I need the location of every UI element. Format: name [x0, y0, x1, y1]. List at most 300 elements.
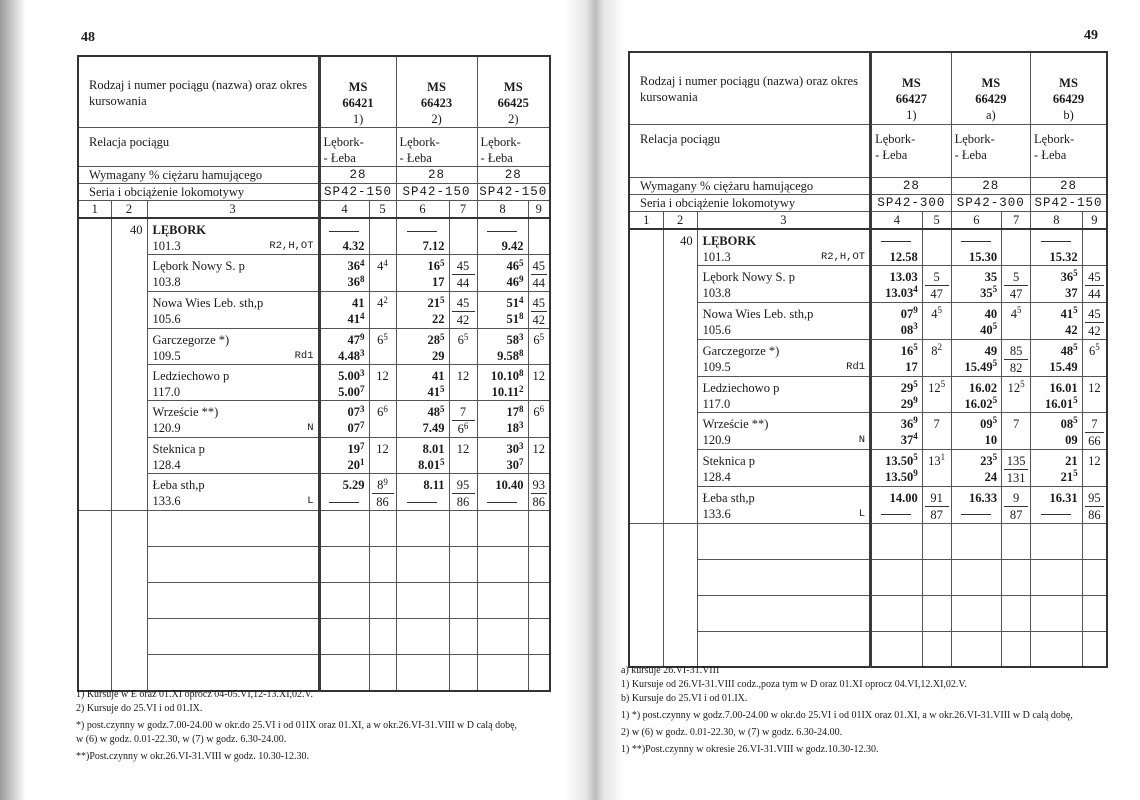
time-cell	[396, 365, 449, 401]
train-label: Rodzaj i numer pociągu (nazwa) oraz okres kursowania	[629, 52, 871, 124]
speed-cell	[528, 365, 550, 401]
superscript-seconds: 5	[992, 452, 998, 463]
speed-value	[923, 233, 951, 249]
station-code: L	[307, 495, 314, 507]
speed-cell	[1082, 412, 1107, 449]
speed-value: 7	[452, 404, 475, 421]
superscript-seconds: 5	[440, 403, 445, 414]
speed-cell	[369, 255, 396, 292]
relation-from: Lębork-	[1034, 131, 1075, 146]
time-cell	[871, 302, 923, 339]
footnote: a) kursuje 26.VI-31.VIII	[621, 665, 720, 676]
station-km: 133.6	[702, 506, 731, 521]
train-type: MS	[348, 80, 368, 94]
departure-time: 9.42	[501, 239, 524, 253]
superscript-seconds: 5	[992, 321, 998, 332]
speed-value-lower	[529, 420, 550, 436]
time-cell	[1031, 412, 1083, 449]
empty-cell	[1031, 559, 1083, 595]
speed-cell	[369, 474, 396, 511]
arrival-time: $16^5$	[900, 342, 918, 358]
speed-value-lower	[1083, 359, 1106, 375]
column-number: 3	[147, 201, 319, 219]
speed-value-lower	[923, 322, 951, 338]
speed-cell	[922, 302, 951, 339]
station-cell	[147, 329, 319, 365]
departure-time: 17	[905, 359, 918, 374]
speed-value-lower: 44	[456, 276, 470, 290]
speed-value	[1083, 233, 1106, 249]
station-row	[78, 329, 550, 365]
superscript-seconds: 5	[1073, 415, 1078, 426]
station-km: 117.0	[702, 396, 731, 411]
departure-time: 10.11$^2$	[491, 383, 524, 399]
empty-cell	[147, 547, 319, 583]
speed-cell	[1082, 265, 1107, 302]
empty-row	[629, 523, 1107, 559]
train-header-row	[629, 52, 1107, 124]
empty-cell	[369, 547, 396, 583]
speed-value-lower: 87	[930, 507, 943, 522]
speed-value: $6^5$	[457, 331, 469, 347]
loco-value: SP42-150	[1031, 194, 1107, 211]
station-km: 117.0	[152, 385, 181, 399]
speed-value-lower	[923, 359, 951, 375]
footnote: 2) w (6) w godz. 0.01-22.30, w (7) w godz. 6.30-24.00.	[621, 727, 843, 738]
speed-value: $6^5$	[377, 331, 388, 347]
superscript-seconds: 6	[539, 403, 545, 414]
speed-cell	[1082, 229, 1107, 266]
speed-value-lower	[450, 384, 477, 400]
superscript-seconds: 5	[1073, 468, 1078, 479]
superscript-seconds: 3	[913, 321, 918, 332]
station-name: Nowa Wies Leb. sth,p	[702, 306, 814, 321]
speed-value-lower	[370, 311, 396, 327]
station-name: Ledziechowo p	[702, 380, 780, 395]
speed-value-lower: 42	[1088, 323, 1101, 338]
speed-value-lower	[529, 384, 550, 400]
speed-cell	[1002, 449, 1031, 486]
station-row	[78, 474, 550, 511]
speed-value-lower	[370, 384, 396, 400]
speed-value: 9	[1004, 490, 1028, 507]
station-km: 109.5	[702, 359, 731, 374]
superscript-seconds: 5	[519, 257, 524, 268]
speed-cell	[369, 438, 396, 474]
relation-to: - Łeba	[1034, 147, 1067, 162]
superscript-seconds: 5	[913, 452, 918, 463]
superscript-seconds: 4	[519, 294, 524, 305]
station-cell	[147, 255, 319, 292]
relation-to: - Łeba	[399, 151, 432, 165]
loco-value: SP42-300	[871, 194, 952, 211]
empty-row	[629, 595, 1107, 631]
column-number: 7	[1002, 211, 1031, 229]
time-cell	[319, 255, 369, 292]
speed-value-lower: 44	[532, 276, 546, 290]
time-cell	[477, 329, 528, 365]
superscript-seconds: 9	[913, 305, 918, 316]
speed-cell	[449, 474, 477, 511]
station-cell	[147, 438, 319, 474]
timetable	[77, 55, 551, 692]
timetable	[628, 51, 1108, 668]
station-name: LĘBORK	[702, 233, 757, 248]
station-row	[78, 255, 550, 292]
departure-time: $40^5$	[980, 321, 998, 337]
speed-value-lower	[529, 348, 550, 364]
speed-value: $4^4$	[377, 257, 388, 273]
train-number: 66429	[975, 92, 1007, 106]
speed-value-lower	[529, 457, 550, 473]
arrival-time: $30^3$	[506, 440, 524, 456]
superscript-seconds: 8	[519, 403, 524, 414]
station-row	[629, 302, 1107, 339]
station-km-row	[153, 384, 314, 400]
superscript-seconds: 6	[463, 420, 469, 431]
footnote: **)Post.czynny w okr.26.VI-31.VIII w godz. 10.30-12.30.	[76, 751, 310, 762]
station-code: Rd1	[294, 350, 314, 362]
empty-row	[78, 511, 550, 547]
page-number: 48	[81, 30, 95, 45]
departure-time: $21^5$	[1060, 468, 1078, 484]
column-number: 2	[111, 201, 147, 219]
station-cell	[147, 474, 319, 511]
station-name: Wrzeście **)	[152, 405, 219, 419]
arrival-time	[1034, 233, 1078, 249]
relation-from: Lębork-	[399, 135, 440, 149]
speed-value: 45	[1085, 269, 1104, 286]
arrival-time: $23^5$	[980, 452, 998, 468]
train-header-0	[871, 52, 952, 124]
speed-value-lower: 86	[456, 495, 470, 509]
superscript-seconds: 7	[519, 456, 524, 467]
relation-to: - Łeba	[480, 151, 513, 165]
speed-value-lower: 86	[1088, 507, 1101, 522]
empty-cell	[477, 655, 528, 691]
station-km-row	[153, 311, 314, 327]
departure-time: 42	[1065, 322, 1078, 337]
arrival-time: $41^5$	[1060, 305, 1078, 321]
station-km: 133.6	[152, 494, 181, 508]
time-cell	[319, 438, 369, 474]
departure-time	[324, 493, 365, 509]
station-km: 128.4	[702, 469, 731, 484]
speed-value-lower	[1083, 396, 1106, 412]
time-cell	[871, 339, 923, 376]
train-relation	[396, 128, 477, 167]
time-cell	[951, 449, 1002, 486]
station-name: Łeba sth,p	[152, 478, 205, 492]
time-cell	[477, 292, 528, 329]
relation-to: - Łeba	[954, 147, 987, 162]
speed-value-lower: 66	[1088, 433, 1101, 448]
speed-cell	[449, 255, 477, 292]
empty-row	[78, 547, 550, 583]
speed-value: $6^6$	[533, 403, 545, 419]
speed-cell	[528, 329, 550, 365]
time-cell	[319, 218, 369, 255]
station-row	[629, 229, 1107, 266]
arrival-time: $17^8$	[506, 403, 524, 419]
column-number: 7	[449, 201, 477, 219]
brake-row	[78, 167, 550, 184]
superscript-seconds: 4	[913, 431, 918, 442]
column-number-row	[78, 201, 550, 219]
column-number: 1	[629, 211, 663, 229]
superscript-seconds: 5	[992, 358, 998, 369]
station-name: Wrzeście **)	[702, 416, 769, 431]
relation-from: Lębork-	[954, 131, 995, 146]
empty-cell	[922, 523, 951, 559]
time-cell	[477, 438, 528, 474]
train-note: 2)	[508, 112, 519, 126]
empty-cell	[477, 547, 528, 583]
speed-cell	[1082, 449, 1107, 486]
station-cell	[147, 218, 319, 255]
superscript-seconds: 5	[1016, 305, 1022, 316]
empty-cell	[528, 619, 550, 655]
empty-cell	[922, 559, 951, 595]
column-number: 6	[951, 211, 1002, 229]
time-cell	[951, 302, 1002, 339]
speed-cell	[1082, 376, 1107, 412]
brake-value: 28	[871, 177, 952, 194]
empty-cell	[477, 619, 528, 655]
time-cell	[951, 412, 1002, 449]
speed-value-lower	[1083, 249, 1106, 265]
speed-value-lower	[923, 469, 951, 485]
speed-value-lower	[450, 238, 477, 254]
departure-time: 5.00$^7$	[338, 383, 365, 399]
station-row	[78, 438, 550, 474]
speed-value	[370, 222, 396, 238]
arrival-time: 49	[984, 343, 998, 358]
train-relation	[477, 128, 550, 167]
train-type: MS	[981, 76, 1001, 90]
empty-cell	[369, 655, 396, 691]
arrival-time: 41	[432, 369, 445, 383]
time-cell	[477, 365, 528, 401]
speed-value: $4^5$	[1010, 305, 1022, 321]
relation-from: Lębork-	[323, 135, 364, 149]
departure-time: $30^7$	[506, 456, 524, 472]
empty-cell	[697, 559, 870, 595]
station-cell	[697, 302, 870, 339]
column-number: 1	[78, 201, 111, 219]
relation-from: Lębork-	[480, 135, 521, 149]
empty-row	[78, 655, 550, 691]
superscript-seconds: 2	[383, 294, 388, 305]
time-cell	[319, 329, 369, 365]
superscript-seconds: 8	[519, 310, 524, 321]
speed-cell	[1082, 486, 1107, 523]
arrival-time: 16.01	[1049, 380, 1078, 395]
speed-value: 93	[532, 478, 546, 492]
column-number: 5	[922, 211, 951, 229]
time-cell	[477, 401, 528, 438]
empty-cell	[1002, 523, 1031, 559]
time-cell	[951, 339, 1002, 376]
speed-value: $8^9$	[372, 477, 394, 494]
brake-row	[629, 177, 1107, 194]
speed-value: $12^5$	[928, 379, 946, 395]
relation-row	[629, 124, 1107, 177]
station-km-row	[703, 506, 865, 522]
empty-cell	[528, 511, 550, 547]
superscript-seconds: 8	[519, 347, 524, 358]
speed-cell	[449, 438, 477, 474]
station-cell	[697, 486, 870, 523]
empty-cell	[1082, 595, 1107, 631]
station-row	[78, 365, 550, 401]
superscript-seconds: 3	[360, 367, 365, 378]
loco-label: Seria i obciążenie lokomotywy	[78, 184, 319, 201]
train-note: b)	[1063, 108, 1074, 122]
time-cell	[1031, 302, 1083, 339]
station-name: Lębork Nowy S. p	[152, 259, 245, 273]
arrival-time: 21	[1065, 453, 1078, 468]
speed-cell	[449, 365, 477, 401]
speed-cell	[1002, 339, 1031, 376]
column-number: 9	[1082, 211, 1107, 229]
empty-cell	[396, 547, 449, 583]
speed-cell	[369, 365, 396, 401]
train-relation	[951, 124, 1030, 177]
departure-time: 15.49	[1049, 359, 1078, 374]
footnote: *) post.czynny w godz.7.00-24.00 w okr.do 25.VI i od 01IX oraz 01.XI, a w okr.26.VI-31.VIII w D calą dobę,	[76, 720, 518, 731]
speed-value: 91	[925, 490, 949, 507]
train-note: 1)	[906, 108, 917, 122]
departure-time	[1034, 506, 1078, 522]
superscript-seconds: 9	[519, 273, 524, 284]
departure-time: 8.01$^5$	[418, 456, 445, 472]
departure-time: 22	[432, 312, 445, 326]
superscript-seconds: 9	[913, 395, 918, 406]
empty-cell	[528, 547, 550, 583]
station-cell	[697, 376, 870, 412]
speed-value: 45	[532, 296, 546, 310]
superscript-seconds: 5	[440, 383, 445, 394]
empty-cell	[319, 511, 369, 547]
departure-time: 10	[984, 432, 998, 447]
arrival-time: $07^9$	[900, 305, 918, 321]
speed-cell	[922, 376, 951, 412]
time-cell	[477, 255, 528, 292]
speed-value-lower	[923, 432, 951, 448]
train-type: MS	[427, 80, 446, 94]
speed-cell	[528, 292, 550, 329]
arrival-time	[875, 233, 918, 249]
brake-value: 28	[396, 167, 477, 184]
arrival-time: 16.02	[969, 380, 998, 395]
speed-value: 7	[1085, 416, 1104, 433]
speed-cell	[1002, 229, 1031, 266]
time-cell	[1031, 339, 1083, 376]
speed-value	[529, 222, 550, 238]
speed-cell	[528, 218, 550, 255]
empty-cell	[449, 583, 477, 619]
arrival-time: $16^5$	[427, 257, 445, 273]
arrival-time: $47^9$	[347, 331, 365, 347]
column-number: 6	[396, 201, 449, 219]
train-header-1	[951, 52, 1030, 124]
empty-cell	[396, 655, 449, 691]
time-cell	[951, 229, 1002, 266]
departure-time: 16.02$^5$	[964, 395, 998, 411]
superscript-seconds: 4	[360, 310, 365, 321]
station-name: Ledziechowo p	[152, 369, 230, 383]
speed-value-lower: 42	[456, 313, 470, 327]
footnote: 2) Kursuje do 25.VI i od 01.IX.	[76, 703, 203, 714]
empty-row	[629, 559, 1107, 595]
empty-cell	[319, 583, 369, 619]
speed-cell	[528, 438, 550, 474]
column-number: 4	[871, 211, 923, 229]
empty-cell	[951, 595, 1002, 631]
train-relation	[1031, 124, 1107, 177]
superscript-seconds: 5	[1073, 395, 1078, 406]
station-row	[629, 412, 1107, 449]
departure-time: 37	[1065, 285, 1078, 300]
station-km: 105.6	[152, 312, 181, 326]
column-number: 8	[1031, 211, 1083, 229]
departure-time: $08^3$	[900, 321, 918, 337]
speed-cell	[1002, 302, 1031, 339]
time-cell	[871, 449, 923, 486]
station-row	[629, 376, 1107, 412]
empty-row	[78, 619, 550, 655]
loco-row	[78, 184, 550, 201]
arrival-time: $29^5$	[900, 379, 918, 395]
superscript-seconds: 5	[1073, 342, 1078, 353]
speed-cell	[369, 401, 396, 438]
arrival-time: 41	[352, 296, 365, 310]
speed-cell	[449, 292, 477, 329]
empty-cell	[369, 619, 396, 655]
speed-cell	[1082, 302, 1107, 339]
arrival-time: 13.50$^5$	[885, 452, 918, 468]
arrival-time: 8.01	[422, 442, 445, 456]
superscript-seconds: 3	[519, 419, 524, 430]
column-number: 2	[663, 211, 697, 229]
time-cell	[396, 292, 449, 329]
speed-cell	[528, 474, 550, 511]
train-number: 66429	[1052, 92, 1085, 106]
superscript-seconds: 4	[360, 257, 365, 268]
empty-cell	[871, 559, 923, 595]
departure-time: $35^5$	[980, 284, 998, 300]
train-header-row	[78, 56, 550, 128]
footnote: w (6) w godz. 0.01-22.30, w (7) w godz. 6.30-24.00.	[76, 734, 287, 745]
departure-time: 7.12	[422, 239, 445, 253]
station-km: 101.3	[702, 249, 731, 264]
footnote: 1) *) post.czynny w godz.7.00-24.00 w okr.do 25.VI i od 01IX oraz 01.XI, a w okr.26.VI-31.VIII w D calą dobę,	[621, 710, 1073, 721]
column-number-row	[629, 211, 1107, 229]
speed-cell	[1002, 486, 1031, 523]
time-cell	[396, 329, 449, 365]
column-number: 9	[528, 201, 550, 219]
station-km: 128.4	[152, 458, 181, 472]
departure-time: $51^8$	[506, 310, 524, 326]
superscript-seconds: 5	[440, 456, 445, 467]
train-header-1	[396, 56, 477, 128]
footnote: 1) **)Post.czynny w okresie 26.VI-31.VIII w godz.10.30-12.30.	[621, 744, 879, 755]
empty-cell	[369, 511, 396, 547]
superscript-seconds: 3	[360, 403, 365, 414]
train-label: Rodzaj i numer pociągu (nazwa) oraz okres kursowania	[78, 56, 319, 128]
station-code: L	[858, 507, 866, 520]
